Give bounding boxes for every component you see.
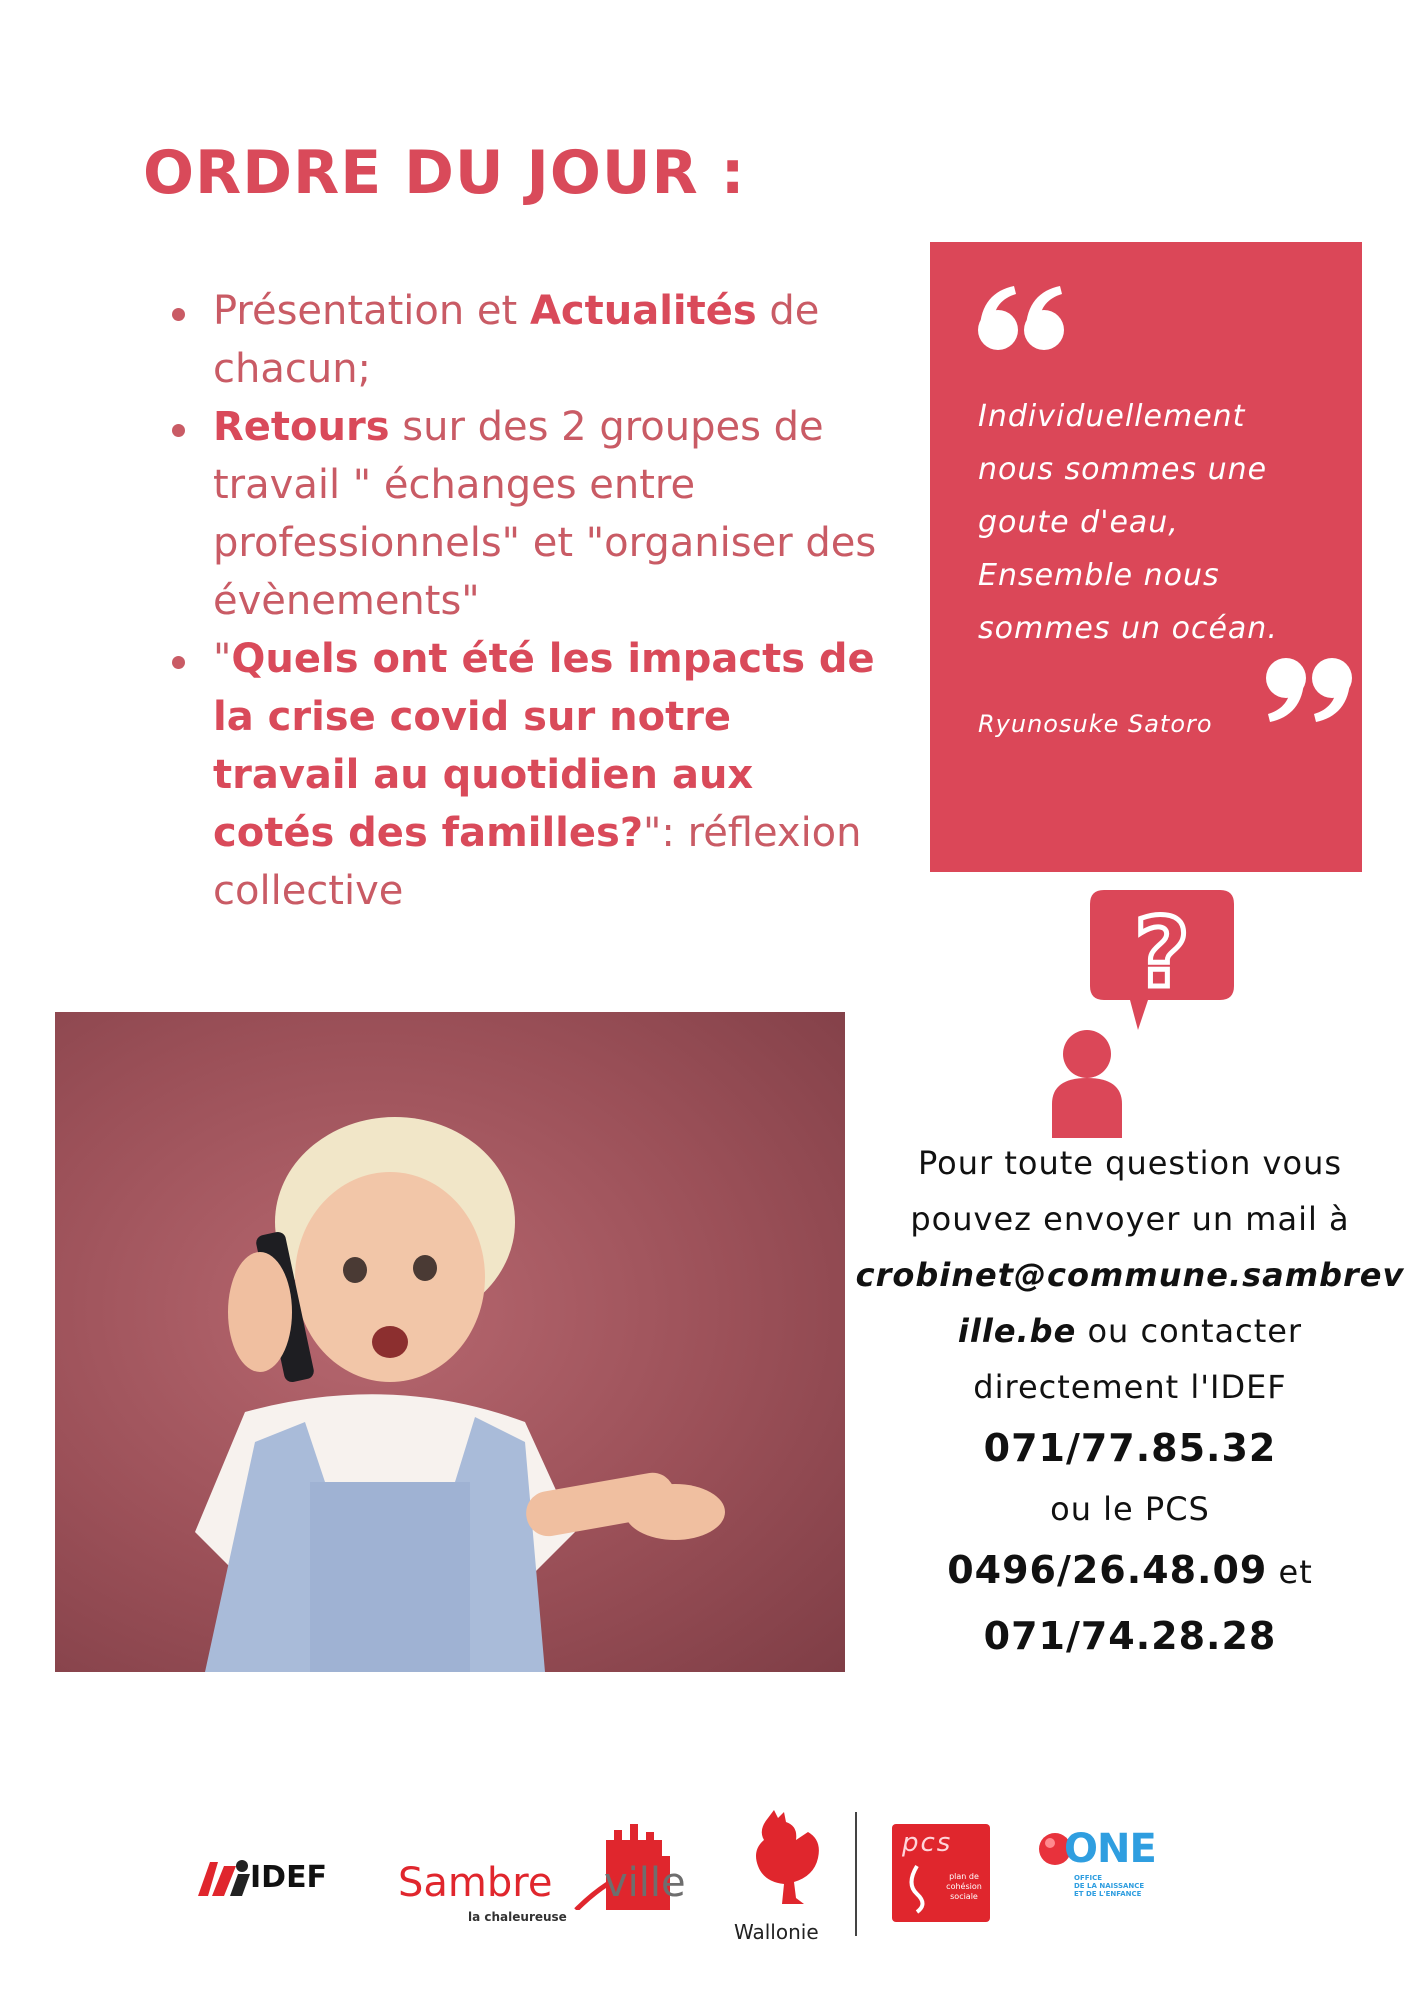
- contact-info: [855, 1135, 1405, 1669]
- agenda-item-emphasis: Actualités: [529, 288, 757, 334]
- sambreville-text: Sambre: [398, 1860, 553, 1906]
- quote-author: Ryunosuke Satoro: [978, 710, 1213, 738]
- agenda-item: [168, 630, 888, 920]
- contact-email-link[interactable]: crobinet@commune.sambreville.be: [855, 1256, 1405, 1350]
- agenda-item: [168, 398, 888, 630]
- wallonie-text: Wallonie: [734, 1920, 819, 1944]
- idef-logo: [196, 1854, 336, 1904]
- wallonie-logo: [734, 1810, 830, 1950]
- one-logo-subtitle: [1074, 1874, 1144, 1898]
- one-subtitle-line: ET DE L'ENFANCE: [1074, 1890, 1142, 1898]
- pcs-logo-mark: pcs: [902, 1828, 953, 1858]
- idef-figures-icon: [196, 1856, 256, 1902]
- contact-text: Pour toute question vous pouvez envoyer un mail à: [910, 1144, 1350, 1238]
- phone-idef[interactable]: 071/77.85.32: [983, 1426, 1277, 1470]
- agenda-item-emphasis: Retours: [213, 404, 390, 450]
- agenda-item-text: de chacun;: [213, 288, 820, 392]
- contact-text: et: [1267, 1553, 1313, 1591]
- agenda-item: [168, 282, 888, 398]
- quote-line: sommes un océan.: [978, 611, 1278, 646]
- quote-line: Ensemble nous: [978, 558, 1220, 593]
- partner-logos: [0, 1800, 1414, 2000]
- page-title: ORDRE DU JOUR :: [143, 138, 746, 208]
- logo-divider: [855, 1812, 857, 1936]
- contact-text: ou le PCS: [1050, 1490, 1210, 1528]
- sambreville-tagline: la chaleureuse: [468, 1910, 567, 1924]
- contact-text: ou contacter directement l'IDEF: [973, 1312, 1303, 1406]
- pcs-logo-text: plan de cohésion sociale: [946, 1872, 982, 1901]
- one-logo-text: ONE: [1064, 1826, 1156, 1872]
- open-quote-icon: [976, 284, 1068, 354]
- quote-text: [978, 390, 1348, 655]
- quote-line: goute d'eau,: [978, 505, 1179, 540]
- svg-text:?: ?: [1134, 897, 1190, 1009]
- quote-line: Individuellement: [978, 399, 1246, 434]
- close-quote-icon: [1262, 654, 1354, 724]
- quote-line: nous sommes une: [978, 452, 1268, 487]
- question-person-icon: [1040, 882, 1240, 1142]
- pcs-ribbon-icon: [902, 1864, 932, 1914]
- child-illustration: [55, 1012, 845, 1672]
- pcs-logo: [892, 1824, 990, 1922]
- agenda-list: [168, 282, 888, 920]
- agenda-item-emphasis: Quels ont été les impacts de la crise covid sur notre travail au quotidien aux cotés des familles?: [213, 636, 875, 856]
- phone-pcs[interactable]: 071/74.28.28: [983, 1614, 1277, 1658]
- one-logo: [1038, 1826, 1168, 1906]
- agenda-item-text: ": [213, 636, 232, 682]
- sambreville-logo: [398, 1820, 698, 1940]
- rooster-icon: [738, 1810, 824, 1910]
- idef-logo-text: IDEF: [250, 1860, 328, 1895]
- agenda-item-text: sur des 2 groupes de travail " échanges entre professionnels" et "organiser des évènements": [213, 404, 877, 624]
- sambreville-text-ville: ville: [604, 1860, 686, 1906]
- agenda-item-text: Présentation et: [213, 288, 530, 334]
- one-subtitle-line: DE LA NAISSANCE: [1074, 1882, 1145, 1890]
- phone-pcs-mobile[interactable]: 0496/26.48.09: [947, 1548, 1268, 1592]
- agenda-item-text: ": réflexion collective: [213, 810, 862, 914]
- one-subtitle-line: OFFICE: [1074, 1874, 1103, 1882]
- quote-box: [930, 242, 1362, 872]
- photo-child-on-phone: [55, 1012, 845, 1672]
